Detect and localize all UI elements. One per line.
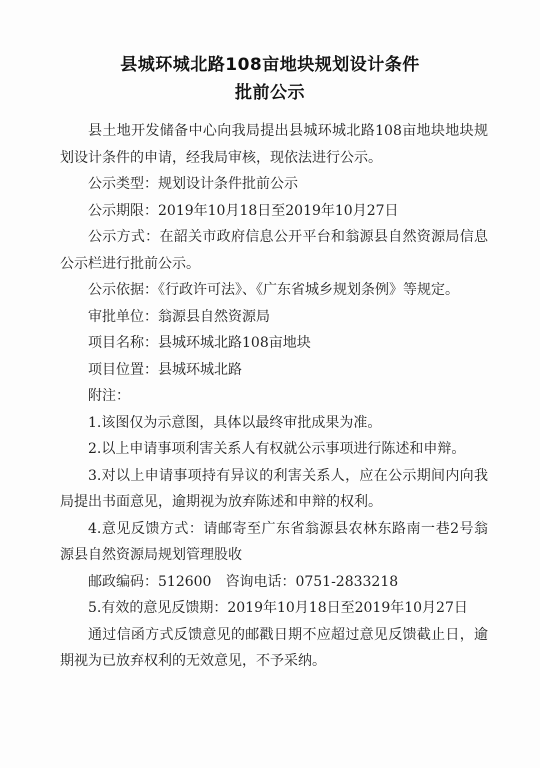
notice-period: 公示期限：2019年10月18日至2019年10月27日	[88, 202, 399, 219]
document-body	[60, 118, 488, 675]
note-item-4: 4.意见反馈方式：请邮寄至广东省翁源县农林东路南一巷2号翁源县自然资源局规划管理股收	[60, 520, 488, 563]
project-name: 项目名称：县城环城北路108亩地块	[88, 335, 311, 351]
note-item-5: 5.有效的意见反馈期：2019年10月18日至2019年10月27日	[88, 600, 468, 616]
note-item-3: 3.对以上申请事项持有异议的利害关系人，应在公示期间内向我局提出书面意见，逾期视为放弃陈述和申辩的权利。	[60, 467, 488, 510]
notice-method: 公示方式：在韶关市政府信息公开平台和翁源县自然资源局信息公示栏进行批前公示。	[60, 229, 488, 272]
notice-basis: 公示依据：《行政许可法》、《广东省城乡规划条例》等规定。	[88, 282, 459, 298]
note-item-2: 2.以上申请事项利害关系人有权就公示事项进行陈述和申辩。	[88, 441, 466, 457]
document-title: 县城环城北路108亩地块规划设计条件	[120, 55, 420, 75]
notice-type: 公示类型：规划设计条件批前公示	[88, 176, 298, 192]
project-location: 项目位置：县城环城北路	[88, 361, 242, 378]
note-item-1: 1.该图仅为示意图，具体以最终审批成果为准。	[88, 414, 382, 431]
intro-paragraph: 县土地开发储备中心向我局提出县城环城北路108亩地块地块规划设计条件的申请，经我局审核，现依法进行公示。	[60, 123, 488, 166]
approving-unit: 审批单位：翁源县自然资源局	[88, 308, 270, 325]
contact-info: 邮政编码：512600 咨询电话：0751-2833218	[88, 573, 399, 590]
document-subtitle: 批前公示	[235, 83, 305, 103]
notes-label: 附注：	[88, 388, 130, 404]
closing-paragraph: 通过信函方式反馈意见的邮戳日期不应超过意见反馈截止日，逾期视为已放弃权利的无效意见，不予采纳。	[60, 626, 488, 669]
